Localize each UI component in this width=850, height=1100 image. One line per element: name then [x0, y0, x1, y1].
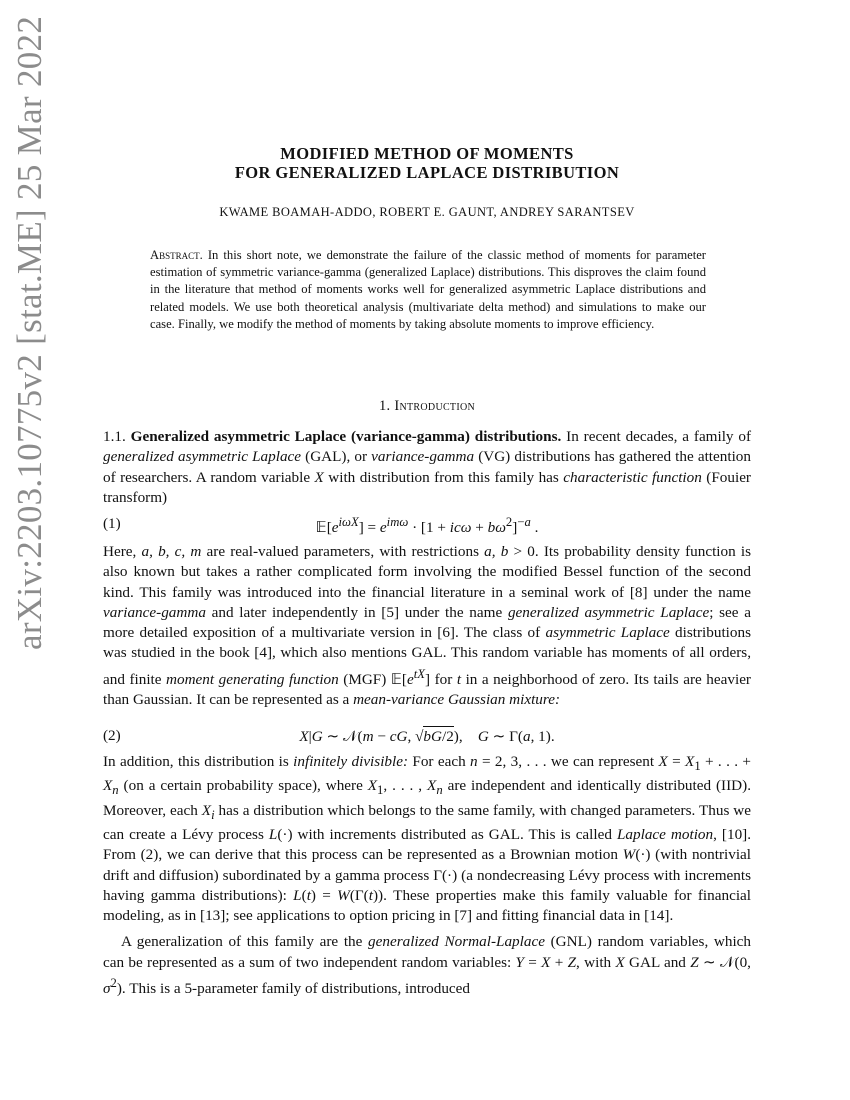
abstract — [150, 247, 706, 333]
paper-title — [103, 144, 751, 182]
abstract-label: Abstract. — [150, 248, 203, 262]
title-line-2: FOR GENERALIZED LAPLACE DISTRIBUTION — [234, 163, 620, 182]
equation-1 — [103, 515, 751, 537]
subsection-title: Generalized asymmetric Laplace (variance-gamma) distributions. — [130, 428, 562, 445]
equation-2 — [103, 727, 751, 749]
equation-2-number: (2) — [103, 727, 121, 744]
intro-paragraph-3: In addition, this distribution is infinitely divisible: For each n = 2, 3, . . . we can represent $X = X_1$ + . . . + $X_n$ (on a certain probability space), where $X_1$, . . . , $X_n$ are independent and identically distributed (IID). Moreover, each $X_i$ has a distribution which belongs to the same family, with changed parameters. Thus we can create a Lévy process L(·) with increments distributed as GAL. This is called Laplace motion, [10]. From (2), we can derive that this process can be represented as a Brownian motion W(·) (with nontrivial drift and diffusion) subordinated by a gamma process Γ(·) (a nondecreasing Lévy process with increments having gamma distributions): L(t) = W(Γ(t)). These properties make this family valuable for financial modeling, as in [13]; see applications to option pricing in [7] and fitting financial data in [14]. A generalization of this family are the generalized Normal-Laplace (GNL) random variables, which can be represented as a sum of two independent random variables: Y = X + Z, with X GAL and Z ∼ 𝒩(0, $\sigma^2$). This is a 5-parameter family of distributions, introduced — [103, 753, 752, 998]
author-list: KWAME BOAMAH-ADDO, ROBERT E. GAUNT, ANDREY SARANTSEV — [219, 205, 635, 219]
section-heading: 1. Introduction — [378, 398, 476, 414]
abstract-text: In this short note, we demonstrate the failure of the classic method of moments for parameter estimation of symmetric variance-gamma (generalized Laplace) distributions. This disproves the claim found in the literature that method of moments works well for generalized asymmetric Laplace distributions and related models. We use both theoretical analysis (multivariate delta method) and simulations to make our case. Finally, we modify the method of moments by taking absolute moments to improve efficiency. — [150, 248, 706, 331]
equation-1-math: $𝔼[e^{i\omega X}] = e^{im\omega} \cdot [1 + ic\omega + b\omega^2]^{-a}$ . — [315, 515, 539, 537]
subsection-number: 1.1. — [103, 428, 126, 445]
title-line-1: MODIFIED METHOD OF MOMENTS — [280, 144, 574, 163]
intro-paragraph-2: Here, a, b, c, m are real-valued parameters, with restrictions a, b > 0. Its probability density function is also known but takes a rather complicated form involving the modified Bessel function of the second kind. This family was introduced into the financial literature in a seminal work of [8] under the name variance-gamma and later independently in [5] under the name generalized asymmetric Laplace; see a more detailed exposition of a multivariate version in [6]. The class of asymmetric Laplace distributions was studied in the book [4], which also mentions GAL. This random variable has moments of all orders, and finite moment generating function (MGF) $𝔼[e^{tX}]$ for t in a neighborhood of zero. Its tails are heavier than Gaussian. It can be represented as a mean-variance Gaussian mixture: — [103, 543, 752, 709]
equation-1-number: (1) — [103, 515, 121, 532]
arxiv-identifier: arXiv:2203.10775v2 [stat.ME] 25 Mar 2022 — [10, 15, 49, 650]
intro-paragraph-1: 1.1. Generalized asymmetric Laplace (variance-gamma) distributions. In recent decades, a family of generalized asymmetric Laplace (GAL), or variance-gamma (VG) distributions has gathered the attention of researchers. A random variable X with distribution from this family has characteristic function (Fouier transform) — [103, 428, 752, 506]
equation-2-math: X|G ∼ 𝒩(m − cG, √bG/2), G ∼ Γ(a, 1). — [299, 728, 555, 745]
